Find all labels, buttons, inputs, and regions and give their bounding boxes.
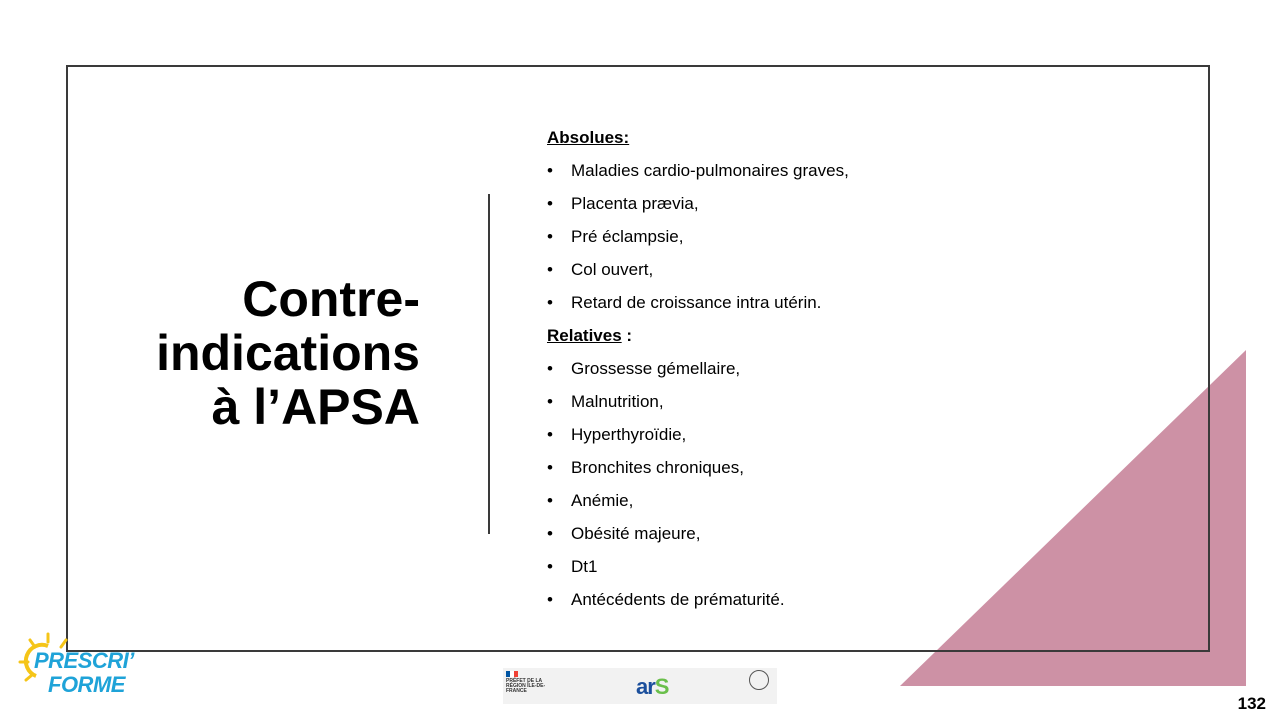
bullet: • [547,392,553,411]
list-item [547,389,1167,422]
bullet: • [547,260,553,279]
relatives-heading-colon: : [621,326,633,345]
bullet: • [547,590,553,609]
relatives-heading-text: Relatives [547,326,622,345]
bullet: • [547,227,553,246]
list-item [547,422,1167,455]
list-item-text: Dt1 [571,557,598,576]
ars-logo [636,674,668,700]
list-item-text: Placenta prævia, [571,194,699,213]
list-item [547,521,1167,554]
prefet-text: PRÉFET DE LA RÉGION ÎLE-DE-FRANCE [506,678,546,694]
contraindications-list [547,125,1167,620]
bullet: • [547,458,553,477]
vertical-divider [488,194,490,534]
logo-text-line1: PRESCRI’ [34,648,134,673]
list-item-text: Obésité majeure, [571,524,701,543]
list-item-text: Maladies cardio-pulmonaires graves, [571,161,849,180]
list-item-text: Grossesse gémellaire, [571,359,741,378]
list-item-text: Pré éclampsie, [571,227,684,246]
list-item [547,488,1167,521]
absolues-heading-text: Absolues: [547,128,630,147]
bullet: • [547,194,553,213]
list-item-text: Hyperthyroïdie, [571,425,687,444]
prescriforme-logo [18,628,142,708]
partner-logos-banner [503,668,777,704]
list-item [547,224,1167,257]
list-item [547,587,1167,620]
ars-text: ar [636,674,655,699]
title-line: indications [156,325,420,381]
relatives-heading [547,323,1167,356]
bullet: • [547,293,553,312]
seal-logo-icon [749,670,769,690]
bullet: • [547,425,553,444]
title-line: à l’APSA [211,379,420,435]
absolues-heading [547,125,1167,158]
prefet-logo [506,671,556,694]
list-item-text: Malnutrition, [571,392,664,411]
list-item [547,356,1167,389]
ars-text-s: S [654,674,669,699]
list-item [547,290,1167,323]
list-item-text: Retard de croissance intra utérin. [571,293,822,312]
bullet: • [547,161,553,180]
list-item [547,455,1167,488]
list-item [547,257,1167,290]
list-item [547,158,1167,191]
list-item-text: Bronchites chroniques, [571,458,744,477]
page-number: 132 [1237,694,1266,713]
title-line: Contre- [242,271,420,327]
list-item-text: Col ouvert, [571,260,654,279]
bullet: • [547,524,553,543]
french-flag-icon [506,671,518,677]
logo-text-line2: FORME [48,672,125,697]
bullet: • [547,557,553,576]
list-item [547,191,1167,224]
bullet: • [547,359,553,378]
list-item [547,554,1167,587]
list-item-text: Anémie, [571,491,634,510]
bullet: • [547,491,553,510]
slide-title [80,272,420,434]
list-item-text: Antécédents de prématurité. [571,590,785,609]
